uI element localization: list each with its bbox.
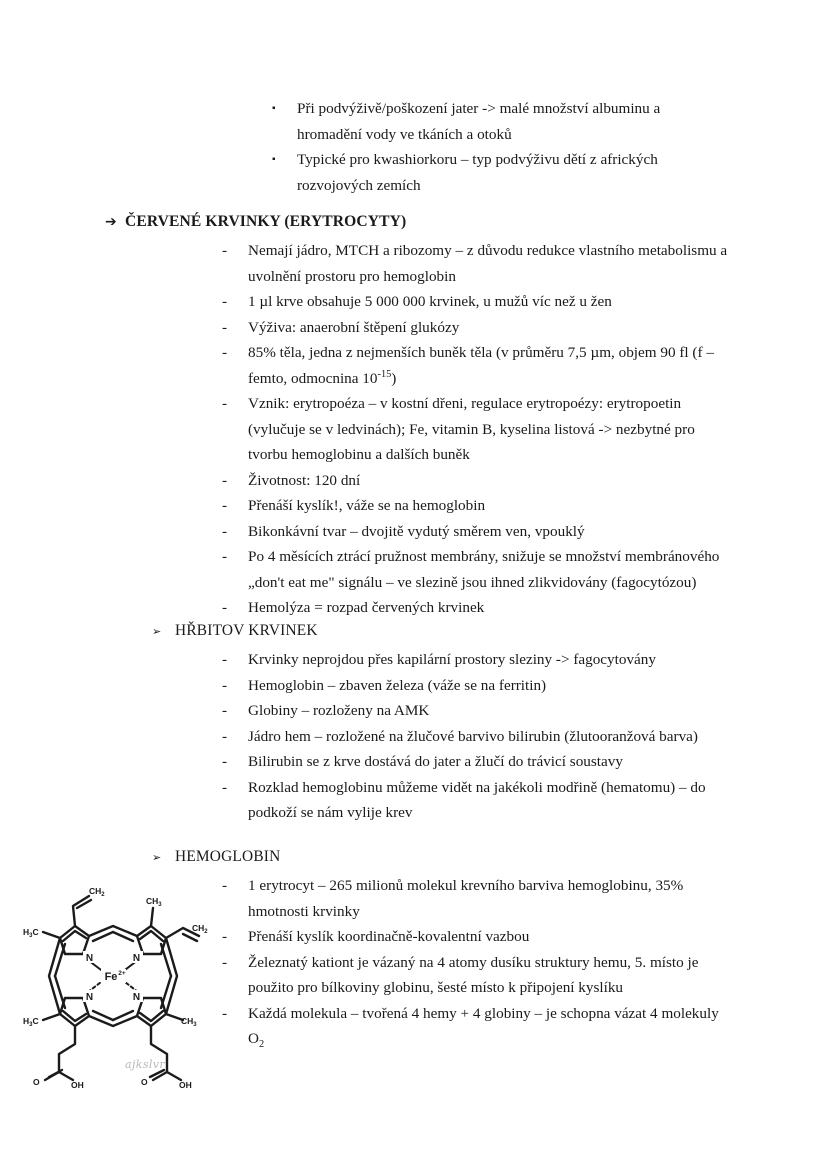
square-bullet-icon: ▪ (272, 154, 276, 165)
list-item-text (248, 340, 730, 391)
dash-bullet-icon: - (222, 778, 228, 796)
list-item (0, 673, 828, 699)
list-item-text-part: ) (391, 369, 397, 387)
list-item-text: Hemolýza = rozpad červených krvinek (248, 599, 485, 616)
list-item-text: Přenáší kyslík!, váže se na hemoglobin (248, 497, 486, 514)
dash-bullet-icon: - (222, 928, 228, 945)
list-item-text: Hemoglobin – zbaven železa (váže se na ferritin) (248, 676, 547, 694)
carbonyl-oxygen-label: O (33, 1077, 40, 1087)
list-item (0, 147, 828, 198)
list-item-text: Vznik: erytropoéza – v kostní dřeni, regulace erytropoézy: erytropoetin (vylučuje se v ledvinách); Fe, vitamin B, kyselina listová -> nezbytné pro tvorbu hemoglobinu a dalších buněk (248, 395, 695, 463)
methyl-label: $H_3C$ (23, 927, 39, 939)
methyl-label: $CH_3$ (181, 1016, 197, 1028)
dash-bullet-icon: - (222, 548, 228, 565)
heme-b-structure-figure (13, 878, 213, 1090)
section-heading (0, 844, 828, 871)
vinyl-label: $CH_2$ (89, 886, 105, 898)
dash-bullet-icon: - (222, 497, 228, 514)
list-item-text: Jádro hem – rozložené na žlučové barvivo bilirubin (žlutooranžová barva) (248, 727, 698, 745)
arrow-right-outline-icon: ➢ (152, 625, 162, 638)
dash-bullet-icon: - (222, 877, 228, 894)
list-item (0, 724, 828, 750)
nitrogen-label: N (132, 992, 141, 1003)
list-item (0, 96, 828, 147)
list-item-text-part: Každá molekula – tvořená 4 hemy + 4 globiny – je schopna vázat 4 molekuly O (248, 1004, 719, 1047)
list-item-text: Krvinky neprojdou přes kapilární prostory sleziny -> fagocytovány (248, 651, 656, 668)
square-bullet-icon: ▪ (272, 103, 276, 114)
subscript-number: 2 (258, 1039, 265, 1051)
section-heading-text: ČERVENÉ KRVINKY (ERYTROCYTY) (125, 213, 407, 230)
nitrogen-label: N (85, 953, 94, 964)
dash-bullet-icon: - (222, 318, 228, 336)
dash-bullet-icon: - (222, 953, 228, 971)
list-item-text: Při podvýživě/poškození jater -> malé množství albuminu a hromadění vody ve tkáních a otoků (297, 100, 661, 143)
list-item (0, 775, 828, 826)
list-item (0, 698, 828, 724)
hydroxyl-label: OH (179, 1080, 192, 1090)
list-item-text: Výživa: anaerobní štěpení glukózy (248, 318, 460, 336)
dash-bullet-icon: - (222, 651, 228, 668)
list-item-text: Typické pro kwashiorkoru – typ podvýživu dětí z afrických rozvojových zemích (297, 151, 658, 194)
dash-bullet-icon: - (222, 293, 228, 310)
list-item (0, 289, 828, 315)
dash-bullet-icon: - (222, 676, 228, 694)
section-heading-text: HŘBITOV KRVINEK (175, 622, 318, 639)
dash-bullet-icon: - (222, 242, 228, 259)
superscript-exponent: -15 (377, 368, 392, 380)
list-item-text: Bilirubin se z krve dostává do jater a žlučí do trávicí soustavy (248, 753, 623, 770)
iron-center-label: Fe (104, 971, 118, 983)
list-item-text: Po 4 měsících ztrácí pružnost membrány, snižuje se množství membránového „don't eat me" signálu – ve slezině jsou ihned zlikvidovány (fagocytózou) (248, 548, 720, 591)
iron-charge-label: 2+ (118, 970, 126, 977)
vinyl-label: $CH_2$ (192, 923, 208, 935)
list-item-text: Přenáší kyslík koordinačně-kovalentní vazbou (248, 928, 530, 945)
section-heading (0, 209, 828, 235)
dash-bullet-icon: - (222, 1004, 228, 1022)
nitrogen-label: N (85, 992, 94, 1003)
list-item (0, 391, 828, 468)
list-item-text: Bikonkávní tvar – dvojitě vydutý směrem ven, vpouklý (248, 522, 585, 540)
list-item (0, 595, 828, 621)
figure-watermark: ajkslvr (125, 1058, 166, 1071)
list-item (0, 493, 828, 519)
carbonyl-oxygen-label: O (141, 1077, 148, 1087)
dash-bullet-icon: - (222, 471, 228, 489)
list-item (0, 749, 828, 775)
heme-structure-svg (13, 878, 213, 1090)
hydroxyl-label: OH (71, 1080, 84, 1090)
nitrogen-label: N (132, 953, 141, 964)
list-item (0, 340, 828, 391)
list-item-text: Nemají jádro, MTCH a ribozomy – z důvodu redukce vlastního metabolismu a uvolnění prostoru pro hemoglobin (248, 242, 728, 285)
dash-bullet-icon: - (222, 727, 228, 745)
arrow-right-icon: ➔ (105, 214, 117, 230)
list-item-text: 1 µl krve obsahuje 5 000 000 krvinek, u mužů víc než u žen (248, 293, 612, 310)
list-item-text: Rozklad hemoglobinu můžeme vidět na jakékoli modřině (hematomu) – do podkoží se nám vylije krev (248, 778, 706, 821)
list-item (0, 544, 828, 595)
dash-bullet-icon: - (222, 702, 228, 719)
section-hrbitov-krvinek (0, 618, 828, 826)
section-heading-text: HEMOGLOBIN (175, 848, 281, 865)
arrow-right-outline-icon: ➢ (152, 851, 162, 864)
list-item (0, 468, 828, 494)
list-item (0, 315, 828, 341)
dash-bullet-icon: - (222, 753, 228, 770)
list-item (0, 238, 828, 289)
list-item-text (248, 1001, 730, 1052)
methyl-label: $CH_3$ (146, 896, 162, 908)
top-bullet-list (0, 96, 828, 198)
dash-bullet-icon: - (222, 344, 228, 361)
dash-bullet-icon: - (222, 522, 228, 540)
list-item-text: 1 erytrocyt – 265 milionů molekul krevního barviva hemoglobinu, 35% hmotnosti krvinky (248, 877, 684, 920)
list-item (0, 647, 828, 673)
section-cervene-krvinky (0, 209, 828, 621)
list-item (0, 519, 828, 545)
methyl-label: $H_3C$ (23, 1016, 39, 1028)
section-heading (0, 618, 828, 645)
list-item-text: Železnatý kationt je vázaný na 4 atomy dusíku struktury hemu, 5. místo je použito pro bílkoviny globinu, šesté místo k připojení kyslíku (248, 953, 699, 996)
dash-bullet-icon: - (222, 395, 228, 412)
dash-bullet-icon: - (222, 599, 228, 616)
list-item-text-part: 85% těla, jedna z nejmenších buněk těla (v průměru 7,5 µm, objem 90 fl (f – femto, odmocnina 10 (248, 344, 714, 387)
list-item-text: Globiny – rozloženy na AMK (248, 702, 430, 719)
list-item-text: Životnost: 120 dní (248, 471, 361, 489)
